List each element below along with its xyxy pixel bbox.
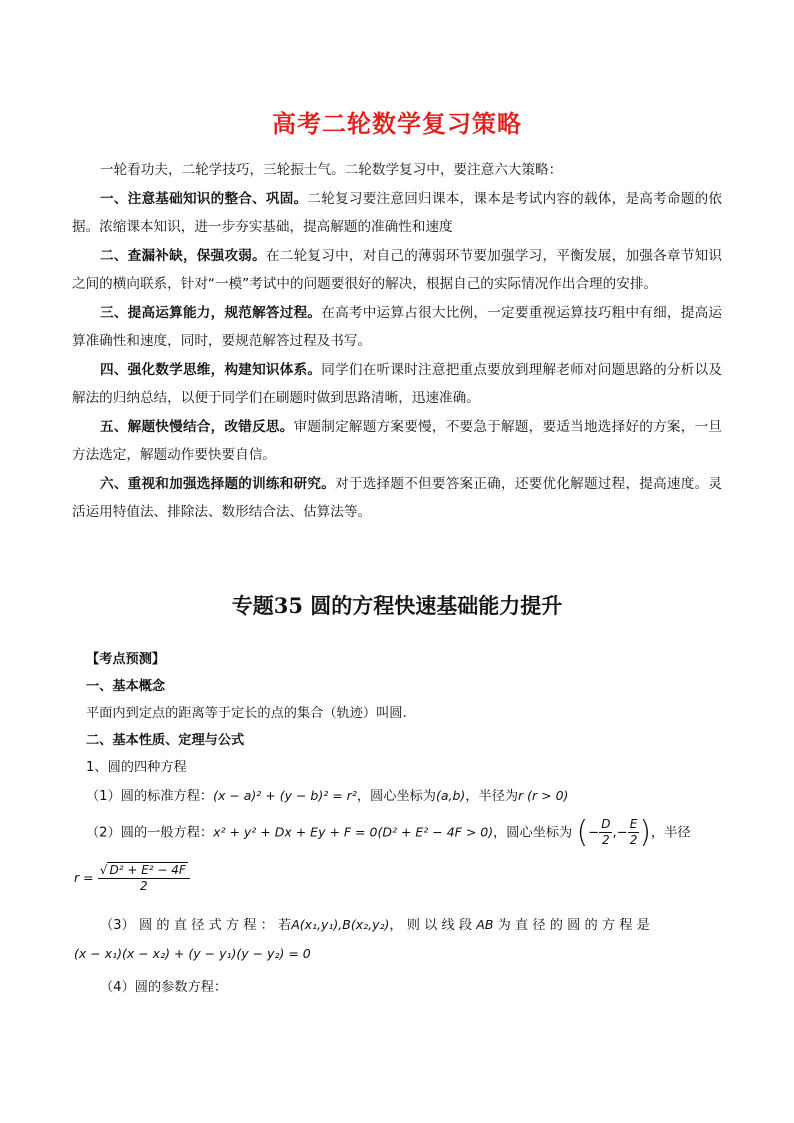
strategy-2 bbox=[72, 242, 722, 299]
diam-points: A(x₁,y₁),B(x₂,y₂) bbox=[291, 917, 390, 932]
four-forms-heading: 1、圆的四种方程 bbox=[86, 760, 187, 775]
strategy-5 bbox=[72, 413, 722, 470]
strategy-heading: 四、强化数学思维，构建知识体系。 bbox=[100, 361, 322, 378]
std-center: (a,b) bbox=[435, 788, 466, 803]
strategy-section bbox=[72, 156, 722, 527]
diameter-equation-line bbox=[100, 914, 722, 933]
concept-text: 平面内到定点的距离等于定长的点的集合（轨迹）叫圆. bbox=[86, 706, 407, 721]
strategy-4 bbox=[72, 356, 722, 413]
diameter-equation bbox=[74, 946, 311, 962]
strategy-3 bbox=[72, 299, 722, 356]
strategy-1 bbox=[72, 185, 722, 242]
diam-text: ， 则 以 线 段 bbox=[389, 918, 473, 933]
intro-text: 一轮看功夫，二轮学技巧，三轮振士气。二轮数学复习中，要注意六大策略： bbox=[100, 162, 563, 178]
prediction-heading: 【考点预测】 bbox=[86, 652, 166, 667]
strategy-body: 在高考中运算占很大比例，一定要重视运算技巧粗中有细，提高运算准确性和速度，同时，要规范解答过程及书写。 bbox=[72, 304, 723, 349]
strategy-6 bbox=[72, 470, 722, 527]
strategy-heading: 一、注意基础知识的整合、巩固。 bbox=[100, 190, 308, 207]
gen-radius-label: ，半径 bbox=[651, 825, 691, 841]
strategy-body: 对于选择题不但要答案正确，还要优化解题过程，提高速度。灵活运用特值法、排除法、数形结合法、估算法等。 bbox=[72, 475, 723, 520]
standard-equation-line bbox=[86, 785, 568, 804]
strategy-heading: 二、查漏补缺，保强攻弱。 bbox=[100, 247, 266, 264]
strategy-body: 在二轮复习中，对自己的薄弱环节要加强学习，平衡发展，加强各章节知识之间的横向联系，针对“一模”考试中的问题要很好的解决，根据自己的实际情况作出合理的安排。 bbox=[72, 247, 723, 292]
radius-formula bbox=[74, 862, 190, 894]
strategy-body: 审题制定解题方案要慢，不要急于解题，要适当地选择好的方案，一旦方法选定，解题动作要快要自信。 bbox=[72, 418, 723, 463]
gen-center-label: ，圆心坐标为 bbox=[493, 825, 573, 841]
strategy-body: 二轮复习要注意回归课本，课本是考试内容的载体，是高考命题的依据。浓缩课本知识，进一步夯实基础，提高解题的准确性和速度 bbox=[72, 190, 723, 235]
right-paren: ) bbox=[639, 815, 652, 850]
general-equation-line: （2）圆的一般方程：x² + y² + Dx + Ey + F = 0(D² + E² − 4F > 0)，圆心坐标为 (− $\frac{D}{2}$ ,− $\frac{E}{2}$ )，半径 bbox=[86, 815, 691, 850]
std-radius: r (r > 0) bbox=[518, 788, 569, 803]
parametric-equation-label: （4）圆的参数方程： bbox=[100, 980, 228, 995]
fraction-d: $\frac{D}{2}$ bbox=[601, 817, 611, 847]
fraction-e: $\frac{E}{2}$ bbox=[629, 817, 638, 847]
strategy-heading: 六、重视和加强选择题的训练和研究。 bbox=[100, 475, 336, 492]
sqrt-content: D² + E² − 4F bbox=[109, 863, 186, 877]
radius-fraction: $\frac{\text{√ D² + E² − 4F}}{2}$ bbox=[98, 862, 190, 894]
properties-heading: 二、基本性质、定理与公式 bbox=[86, 733, 245, 748]
strategy-heading: 三、提高运算能力，规范解答过程。 bbox=[100, 304, 322, 321]
diam-text2: 为 直 径 的 圆 的 方 程 是 bbox=[497, 918, 650, 933]
page-title: 高考二轮数学复习策略 bbox=[272, 110, 522, 138]
topic-title: 专题35 圆的方程快速基础能力提升 bbox=[231, 593, 563, 618]
std-center-label: ，圆心坐标为 bbox=[356, 789, 436, 804]
std-equation: (x − a)² + (y − b)² = r² bbox=[213, 788, 357, 803]
basic-concept-heading: 一、基本概念 bbox=[86, 679, 166, 694]
diam-label: （3） 圆 的 直 径 式 方 程 ： 若 bbox=[100, 918, 292, 933]
diam-eq: (x − x₁)(x − x₂) + (y − y₁)(y − y₂) = 0 bbox=[74, 946, 311, 961]
strategy-heading: 五、解题快慢结合，改错反思。 bbox=[100, 418, 294, 435]
gen-label: （2）圆的一般方程： bbox=[86, 825, 214, 841]
left-paren: ( bbox=[576, 815, 589, 850]
std-label: （1）圆的标准方程： bbox=[86, 789, 214, 804]
strategy-body: 同学们在听课时注意把重点要放到理解老师对问题思路的分析以及解法的归纳总结，以便于同学们在刷题时做到思路清晰，迅速准确。 bbox=[72, 361, 723, 406]
std-radius-label: ，半径为 bbox=[465, 789, 519, 804]
diam-ab: AB bbox=[476, 917, 494, 932]
gen-equation: x² + y² + Dx + Ey + F = 0(D² + E² − 4F > 0) bbox=[213, 824, 494, 840]
r-eq-prefix: r = bbox=[74, 870, 94, 885]
